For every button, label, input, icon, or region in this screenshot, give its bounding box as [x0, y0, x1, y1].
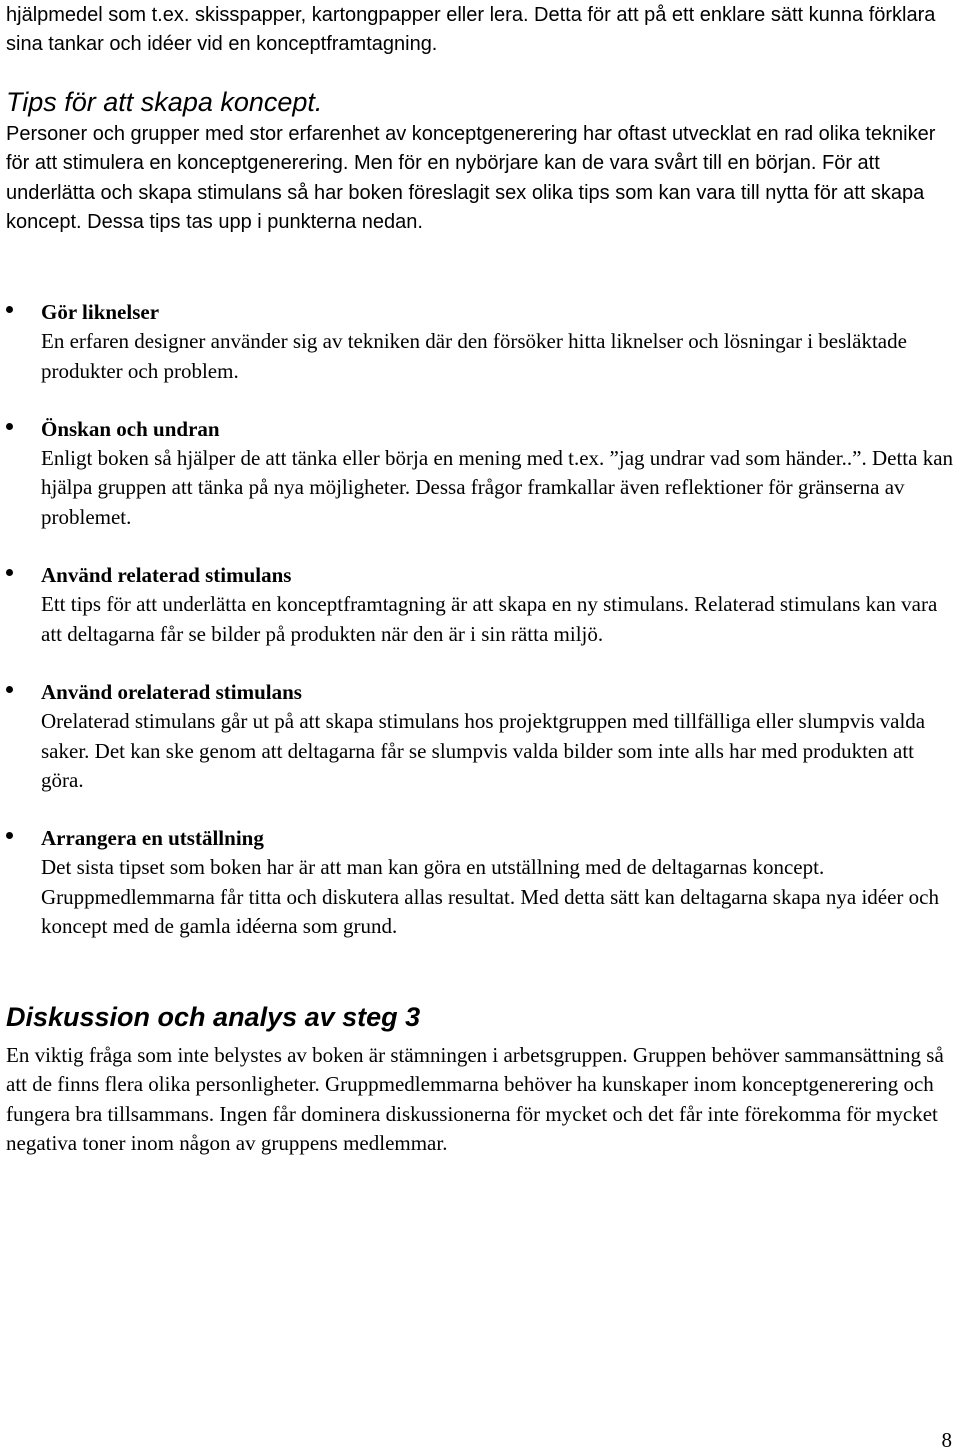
section-paragraph-discussion: En viktig fråga som inte belystes av boken är stämningen i arbetsgruppen. Gruppen behöver sammansättning så att de finns flera olika personligheter. Gruppmedlemmarna behöver ha kunskaper inom konceptgenerering och fungera bra tillsammans. Ingen får dominera diskussionerna för mycket och det får inte förekomma för mycket negativa toner inom någon av gruppens medlemmar. [6, 1043, 944, 1155]
bullet-icon [6, 832, 13, 839]
tip-title: Önskan och undran [41, 416, 220, 441]
tip-title: Använd orelaterad stimulans [41, 679, 302, 704]
intro-paragraph: hjälpmedel som t.ex. skisspapper, kartongpapper eller lera. Detta för att på ett enklare sätt kunna förklara sina tankar och idéer vid en konceptframtagning. [6, 4, 936, 55]
bullet-icon [6, 569, 13, 576]
tip-body: Orelaterad stimulans går ut på att skapa stimulans hos projektgruppen med tillfälliga eller slumpvis valda saker. Det kan ske genom att deltagarna får se slumpvis valda bilder som inte alls har med produkten att göra. [41, 709, 926, 792]
tips-list [0, 298, 960, 970]
bullet-icon [6, 686, 13, 693]
list-item [0, 415, 960, 532]
section-paragraph-tips: Personer och grupper med stor erfarenhet av konceptgenerering har oftast utvecklat en rad olika tekniker för att stimulera en konceptgenerering. Men för en nybörjare kan de vara svårt till en början. För att underlätta och skapa stimulans så har boken föreslagit sex olika tips som kan vara till nytta för att skapa koncept. Dessa tips tas upp i punkterna nedan. [6, 123, 936, 233]
tip-title: Använd relaterad stimulans [41, 563, 292, 588]
list-item [0, 678, 960, 795]
tip-body: Enligt boken så hjälper de att tänka eller börja en mening med t.ex. ”jag undrar vad som händer..”. Detta kan hjälpa gruppen att tänka på nya möjligheter. Dessa frågor framkallar även reflektioner för gränserna av problemet. [41, 446, 954, 529]
bullet-icon [6, 423, 13, 430]
tip-title: Gör liknelser [41, 300, 160, 324]
tip-body: Det sista tipset som boken har är att man kan göra en utställning med de deltagarnas koncept. Gruppmedlemmarna får titta och diskutera allas resultat. Med detta sätt kan deltagarna skapa nya idéer och koncept med de gamla idéerna som grund. [41, 855, 939, 939]
tip-body: En erfaren designer använder sig av tekniken där den försöker hitta liknelser och lösningar i besläktade produkter och problem. [41, 329, 907, 383]
page-number: 8 [941, 1428, 952, 1452]
list-item [0, 298, 960, 386]
tip-body: Ett tips för att underlätta en konceptframtagning är att skapa en ny stimulans. Relaterad stimulans kan vara att deltagarna får se bilder på produkten när den är i sin rätta miljö. [41, 592, 938, 646]
section-heading-tips: Tips för att skapa koncept. [6, 87, 323, 117]
section-heading-discussion: Diskussion och analys av steg 3 [6, 1002, 421, 1032]
tip-title: Arrangera en utställning [41, 826, 264, 851]
list-item [0, 824, 960, 941]
bullet-icon [6, 306, 13, 313]
list-item [0, 561, 960, 649]
